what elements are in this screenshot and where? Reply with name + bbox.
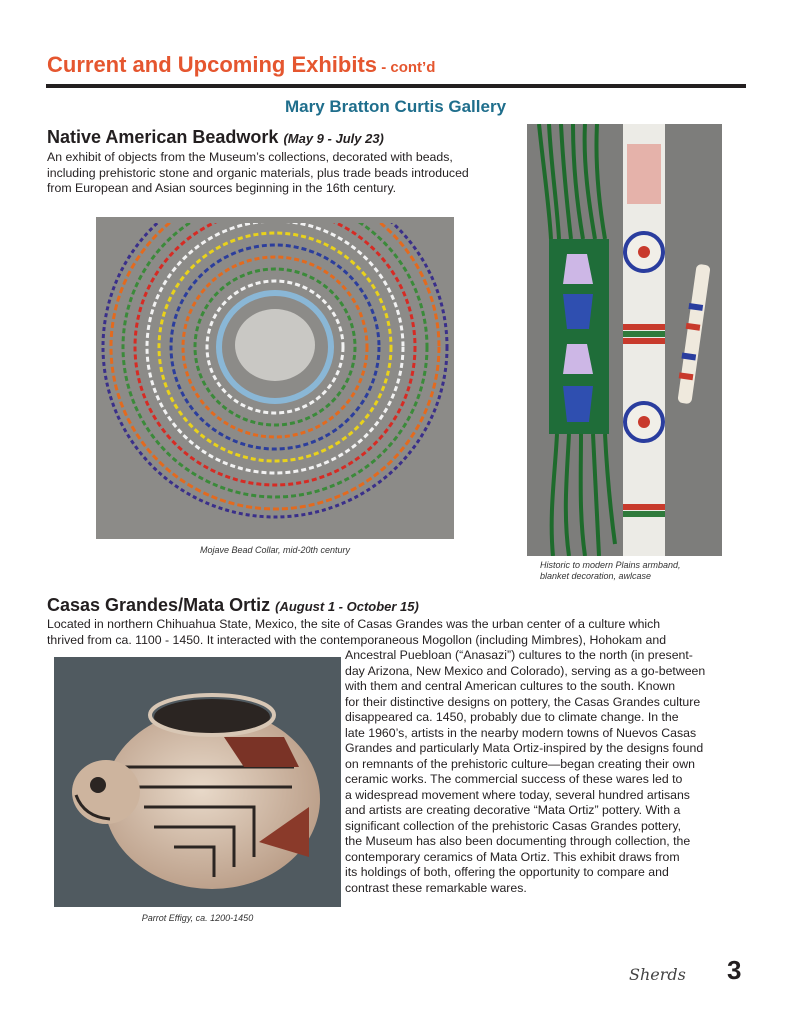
casas-wrap-line: day Arizona, New Mexico and Colorado), serving as a go-between: [345, 663, 706, 678]
casas-wrap-line: ceramic works. The commercial success of these wares led to: [345, 772, 683, 786]
armband-caption: [540, 560, 740, 582]
casas-wrap-line: Ancestral Puebloan (“Anasazi”) cultures to the north (in present-: [345, 648, 693, 662]
beadwork-description: [47, 150, 507, 197]
beadwork-title: Native American Beadwork: [47, 127, 279, 147]
casas-wrap-line: contemporary ceramics of Mata Ortiz. This exhibit draws from: [345, 849, 680, 864]
page-number: 3: [727, 955, 742, 985]
publication-name: Sherds: [629, 965, 686, 984]
armband-caption-line: Historic to modern Plains armband,: [540, 560, 681, 570]
bead-collar-illustration: [96, 217, 454, 539]
page-header-title: [47, 52, 435, 78]
casas-line: Located in northern Chihuahua State, Mexico, the site of Casas Grandes was the urban center of a culture which: [47, 617, 661, 631]
header-subtitle: - cont’d: [377, 59, 436, 76]
casas-dates: (August 1 - October 15): [275, 599, 419, 614]
casas-wrap-line: the Museum has also been documenting through collection, the: [345, 834, 691, 848]
beadwork-line: including prehistoric stone and organic materials, plus trade beads introduced: [47, 165, 469, 180]
beadwork-heading: [47, 127, 384, 148]
casas-wrap-line: a widespread movement where today, several hundred artisans: [345, 787, 690, 802]
header-divider: [46, 84, 746, 88]
beadwork-dates: (May 9 - July 23): [283, 131, 384, 146]
casas-wrap-line: late 1960’s, artists in the nearby modern towns of Nuevos Casas: [345, 725, 697, 740]
casas-wrap-line: contrast these remarkable wares.: [345, 880, 527, 895]
pot-caption: Parrot Effigy, ca. 1200-1450: [141, 913, 254, 923]
casas-wrap-line: and artists are creating decorative “Mata Ortiz” pottery. With a: [345, 803, 681, 817]
casas-title: Casas Grandes/Mata Ortiz: [47, 595, 271, 615]
header-title-text: Current and Upcoming Exhibits: [47, 52, 378, 77]
beadwork-line: An exhibit of objects from the Museum’s collections, decorated with beads,: [47, 150, 453, 164]
casas-wrap-text: [345, 648, 745, 896]
parrot-effigy-photo: [54, 657, 341, 907]
casas-wrap-line: disappeared ca. 1450, probably due to climate change. In the: [345, 710, 679, 724]
casas-heading: [47, 595, 419, 616]
casas-wrap-line: with them and central American cultures to the south. Known: [345, 679, 676, 693]
armband-illustration: [527, 124, 722, 556]
casas-intro: [47, 617, 747, 648]
gallery-heading: Mary Bratton Curtis Gallery: [284, 97, 507, 116]
casas-wrap-line: for their distinctive designs on pottery, the Casas Grandes culture: [345, 694, 701, 709]
collar-caption: Mojave Bead Collar, mid-20th century: [199, 545, 351, 555]
parrot-effigy-illustration: [54, 657, 341, 907]
armband-photo: [527, 124, 722, 556]
casas-wrap-line: on remnants of the prehistoric culture—began creating their own: [345, 756, 695, 771]
armband-caption-line: blanket decoration, awlcase: [540, 571, 652, 581]
casas-wrap-line: its holdings of both, offering the opportunity to compare and: [345, 865, 669, 879]
casas-wrap-line: Grandes and particularly Mata Ortiz-inspired by the designs found: [345, 741, 704, 755]
beadwork-line: from European and Asian sources beginning in the 16th century.: [47, 181, 397, 195]
bead-collar-photo: [96, 217, 454, 539]
casas-wrap-line: significant collection of the prehistoric Casas Grandes pottery,: [345, 818, 682, 833]
casas-line: thrived from ca. 1100 - 1450. It interacted with the contemporaneous Mogollon (including Mimbres), Hohokam and: [47, 632, 667, 647]
